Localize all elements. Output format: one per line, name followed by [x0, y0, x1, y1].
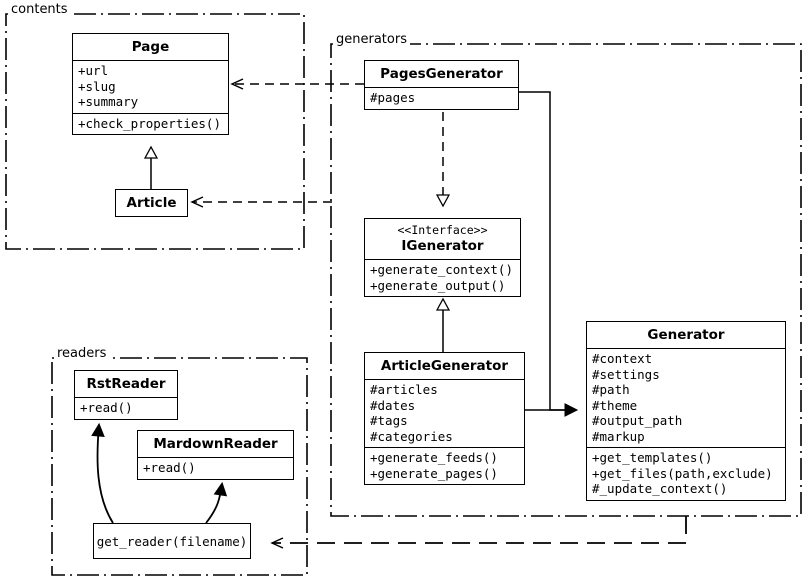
package-label-generators: generators — [333, 32, 410, 47]
class-igenerator-stereotype: <<Interface>> — [397, 223, 488, 237]
class-generator[interactable] — [586, 321, 786, 501]
class-page-operations — [73, 113, 228, 135]
class-generator-attribute: #path — [592, 382, 630, 397]
class-pages-generator[interactable] — [364, 60, 519, 110]
class-page-attribute: +slug — [78, 78, 116, 94]
class-page[interactable] — [72, 33, 229, 135]
package-label-readers: readers — [54, 346, 109, 361]
class-mardown-reader-operation: +read() — [143, 460, 196, 475]
class-article-title: Article — [126, 195, 177, 211]
class-rst-reader-operation: +read() — [80, 400, 133, 415]
class-igenerator-operations — [365, 259, 520, 296]
class-page-operation: +check_properties() — [78, 115, 221, 131]
class-igenerator-title: IGenerator — [401, 238, 484, 254]
class-generator-operations — [587, 447, 785, 500]
class-rst-reader-operations — [75, 397, 177, 419]
class-article-generator-attribute: #articles — [370, 382, 438, 397]
function-get-reader[interactable] — [93, 523, 251, 559]
class-article[interactable] — [115, 189, 188, 217]
class-article-generator-attributes — [365, 379, 524, 447]
function-get-reader-label: get_reader(filename) — [96, 533, 248, 549]
class-mardown-reader-title: MardownReader — [153, 436, 278, 452]
class-generator-attribute: #context — [592, 351, 653, 366]
class-article-generator-title: ArticleGenerator — [380, 358, 509, 374]
class-rst-reader[interactable] — [74, 370, 178, 420]
class-pages-generator-attributes — [365, 87, 518, 109]
class-article-generator[interactable] — [364, 352, 525, 485]
class-generator-title: Generator — [647, 327, 725, 343]
class-rst-reader-title: RstReader — [86, 376, 166, 392]
class-igenerator[interactable] — [364, 218, 521, 297]
class-generator-attribute: #output_path — [592, 413, 683, 428]
class-page-attributes — [73, 60, 228, 113]
class-page-attribute: +summary — [78, 94, 139, 109]
class-article-generator-attribute: #tags — [370, 413, 408, 428]
class-pages-generator-attribute: #pages — [370, 90, 416, 105]
class-generator-operation: +get_files(path,exclude) — [592, 465, 773, 481]
class-article-generator-operation: +generate_feeds() — [370, 450, 498, 465]
class-igenerator-operation: +generate_context() — [370, 262, 513, 277]
class-mardown-reader[interactable] — [137, 430, 294, 480]
class-generator-attribute: #markup — [592, 428, 645, 444]
package-label-contents: contents — [8, 2, 71, 17]
class-page-attribute: +url — [78, 63, 109, 78]
class-generator-attributes — [587, 348, 785, 447]
class-pages-generator-title: PagesGenerator — [380, 66, 503, 82]
class-mardown-reader-operations — [138, 457, 293, 479]
class-article-generator-attribute: #categories — [370, 428, 453, 444]
class-page-title: Page — [131, 39, 170, 55]
class-generator-attribute: #settings — [592, 366, 660, 382]
class-article-generator-operations — [365, 447, 524, 484]
class-article-generator-operation: +generate_pages() — [370, 465, 498, 481]
class-article-generator-attribute: #dates — [370, 397, 416, 413]
class-generator-operation: +get_templates() — [592, 450, 713, 465]
class-generator-operation: #_update_context() — [592, 481, 728, 496]
class-igenerator-operation: +generate_output() — [370, 277, 506, 293]
class-generator-attribute: #theme — [592, 397, 638, 413]
